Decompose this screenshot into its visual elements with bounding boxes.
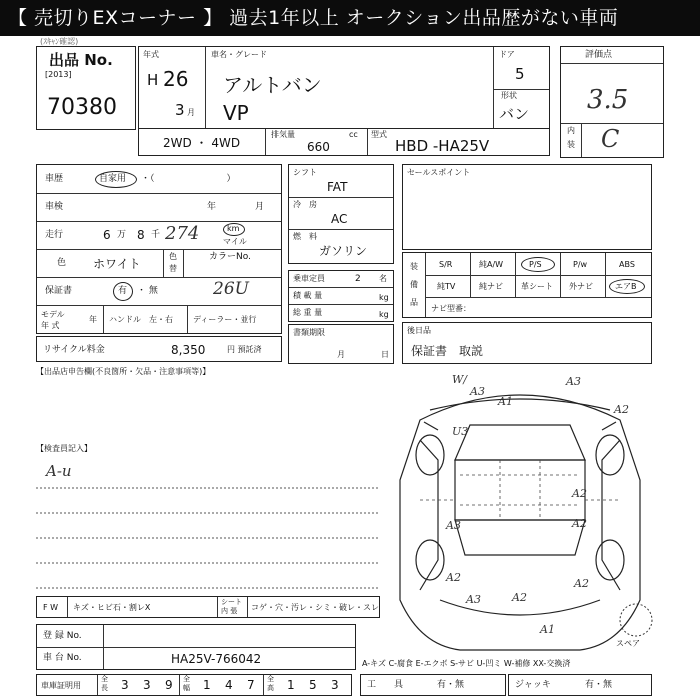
mileage-man: 6 bbox=[103, 228, 111, 242]
mileage-handwritten: 274 bbox=[165, 223, 200, 244]
displacement-cc: cc bbox=[349, 130, 358, 139]
length-label-1: 全 bbox=[101, 675, 108, 683]
recycle-unit: 円 預託済 bbox=[227, 345, 262, 354]
jack-value: 有・無 bbox=[585, 680, 613, 690]
garage-cert-box bbox=[36, 674, 352, 696]
repaint-label-2: 替 bbox=[169, 264, 177, 273]
model-year-unit: 年 bbox=[89, 315, 97, 324]
month-value: 3 bbox=[175, 101, 185, 119]
mark-right-rear-a2: A2 bbox=[572, 517, 587, 530]
inspector-label: 【検査員記入】 bbox=[36, 444, 92, 453]
mark-rear-a2: A2 bbox=[512, 591, 527, 604]
handle-position: ハンドル 左・右 bbox=[109, 315, 173, 324]
shape-label: 形状 bbox=[501, 91, 517, 100]
length-label-2: 長 bbox=[101, 684, 108, 692]
seat-items: コゲ・穴・汚レ・シミ・破レ・スレ bbox=[251, 603, 379, 612]
sales-point-label: セールスポイント bbox=[407, 168, 471, 177]
expiry-day: 日 bbox=[381, 350, 389, 359]
repaint-label-1: 色 bbox=[169, 252, 177, 261]
grade-score: 3.5 bbox=[587, 85, 629, 115]
ac-value: AC bbox=[331, 212, 348, 226]
mark-left-rear-a2: A2 bbox=[446, 571, 461, 584]
chassis-number: HA25V-766042 bbox=[171, 652, 262, 666]
length-digit-2: 3 bbox=[143, 678, 151, 692]
width-digit-3: 7 bbox=[247, 678, 255, 692]
mark-left-u3: U3 bbox=[452, 425, 469, 438]
displacement-label: 排気量 bbox=[271, 130, 295, 139]
ac-label: 冷 房 bbox=[293, 200, 317, 209]
equip-sr: S/R bbox=[439, 260, 453, 269]
width-digit-2: 4 bbox=[225, 678, 233, 692]
lot-label: 出品 No. bbox=[49, 51, 113, 69]
jack-label: ジャッキ bbox=[515, 680, 551, 690]
capacity-value: 2 bbox=[355, 274, 361, 284]
seat-label-1: シート bbox=[221, 598, 242, 606]
history-other: ・（ ） bbox=[141, 174, 236, 184]
mark-rear-bumper-a1: A1 bbox=[540, 623, 555, 636]
mark-front-w: W/ bbox=[452, 373, 468, 386]
later-items-value: 保証書 取説 bbox=[411, 344, 484, 358]
grade-label: 評価点 bbox=[585, 50, 613, 60]
mark-right-door-a2: A2 bbox=[572, 487, 587, 500]
recycle-label: リサイクル料金 bbox=[43, 345, 105, 355]
chassis-label: 車 台 No. bbox=[43, 653, 82, 663]
expiry-month: 月 bbox=[337, 350, 345, 359]
color-no-value: 26U bbox=[213, 279, 249, 299]
equip-label-1: 装 bbox=[410, 262, 418, 271]
mileage-label: 走行 bbox=[45, 230, 64, 240]
drive-type: 2WD ・ 4WD bbox=[163, 136, 241, 150]
mark-rear-left-a3: A3 bbox=[466, 593, 481, 606]
fw-items: キズ・ヒビ石・割レX bbox=[73, 603, 151, 612]
length-digit-1: 3 bbox=[121, 678, 129, 692]
warranty-yes: 有 bbox=[118, 286, 128, 296]
weight-label: 総 重 量 bbox=[293, 308, 323, 317]
equip-ext-nav: 外ナビ bbox=[569, 282, 593, 291]
damage-legend: A-キズ C-腐食 E-エクボ S-サビ U-凹ミ W-補修 XX-交換済 bbox=[362, 659, 571, 668]
mark-left-door-a3: A3 bbox=[446, 519, 461, 532]
capacity-unit: 名 bbox=[379, 274, 387, 283]
year-label: 年式 bbox=[143, 50, 159, 59]
top-note: (ｽｷｬﾝ確認) bbox=[40, 37, 79, 46]
height-label-2: 高 bbox=[267, 684, 274, 692]
inspection-month: 月 bbox=[255, 202, 265, 212]
shape-value: バン bbox=[499, 105, 530, 123]
mark-front-a3: A3 bbox=[470, 385, 485, 398]
doors-label: ドア bbox=[499, 50, 515, 59]
equip-pure-nav: 純ナビ bbox=[479, 282, 503, 291]
model-year-label-1: モデル bbox=[41, 310, 65, 319]
history-value: 自家用 bbox=[99, 174, 127, 184]
car-name: アルトバン bbox=[223, 73, 322, 97]
fuel-value: ガソリン bbox=[319, 244, 368, 258]
capacity-label: 乗車定員 bbox=[293, 274, 325, 283]
equip-leather: 革シート bbox=[521, 282, 553, 291]
registration-label: 登 録 No. bbox=[43, 631, 82, 641]
mileage-km: km bbox=[227, 224, 240, 233]
tools-label: 工 具 bbox=[367, 680, 404, 690]
tools-box bbox=[360, 674, 506, 696]
inspection-label: 車検 bbox=[45, 202, 64, 212]
height-digit-2: 5 bbox=[309, 678, 317, 692]
page-banner: 【 売切りEXコーナー 】 過去1年以上 オークション出品歴がない車両 bbox=[0, 0, 700, 36]
interior-label-1: 内 bbox=[567, 126, 575, 135]
color-no-label: カラーNo. bbox=[209, 252, 251, 262]
mark-right-a2: A2 bbox=[614, 403, 629, 416]
expiry-label: 書類期限 bbox=[293, 328, 325, 337]
warranty-no: ・ 無 bbox=[137, 286, 158, 296]
mark-front-right-a3: A3 bbox=[566, 375, 581, 388]
fw-box bbox=[36, 596, 380, 618]
color-value: ホワイト bbox=[93, 257, 141, 271]
width-label-1: 全 bbox=[183, 675, 190, 683]
year-era: H bbox=[147, 71, 159, 89]
mark-rear-right-a2: A2 bbox=[574, 577, 589, 590]
mark-bumper-a1: A1 bbox=[498, 395, 513, 408]
interior-label-2: 装 bbox=[567, 140, 575, 149]
lot-year-tag: [2013] bbox=[45, 70, 72, 79]
height-digit-3: 3 bbox=[331, 678, 339, 692]
displacement-value: 660 bbox=[307, 140, 330, 154]
equip-pw: P/w bbox=[573, 260, 588, 269]
length-digit-3: 9 bbox=[165, 678, 173, 692]
model-label: 型式 bbox=[371, 130, 387, 139]
jack-box bbox=[508, 674, 652, 696]
shift-value: FAT bbox=[327, 180, 348, 194]
history-label: 車歴 bbox=[45, 174, 64, 184]
equip-pure-tv: 純TV bbox=[437, 282, 456, 291]
lot-number: 70380 bbox=[47, 95, 117, 120]
fw-label: F W bbox=[43, 603, 59, 612]
load-kg: kg bbox=[379, 293, 389, 302]
model-year-label-2: 年 式 bbox=[41, 321, 60, 330]
width-label-2: 幅 bbox=[183, 684, 190, 692]
equip-abs: ABS bbox=[619, 260, 635, 269]
shift-label: シフト bbox=[293, 168, 317, 177]
name-label: 車名・グレード bbox=[211, 50, 267, 59]
mileage-sen: 8 bbox=[137, 228, 145, 242]
mileage-man-unit: 万 bbox=[117, 230, 127, 240]
weight-kg: kg bbox=[379, 310, 389, 319]
equip-airbag: エアB bbox=[615, 282, 637, 291]
tools-value: 有・無 bbox=[437, 680, 465, 690]
dealer-type: ディーラー・並行 bbox=[193, 315, 257, 324]
mileage-sen-unit: 千 bbox=[151, 230, 161, 240]
fuel-label: 燃 料 bbox=[293, 232, 317, 241]
height-label-1: 全 bbox=[267, 675, 274, 683]
recycle-amount: 8,350 bbox=[171, 343, 206, 357]
equip-ps: P/S bbox=[529, 260, 542, 269]
doors-value: 5 bbox=[515, 65, 525, 83]
car-grade: VP bbox=[223, 101, 249, 125]
garage-cert-label: 車庫証明用 bbox=[41, 681, 81, 690]
seat-label-2: 内 張 bbox=[221, 607, 238, 615]
model-value: HBD -HA25V bbox=[395, 137, 490, 155]
month-unit: 月 bbox=[187, 108, 195, 117]
nav-model-label: ナビ型番： bbox=[431, 304, 471, 313]
equip-pure-aw: 純A/W bbox=[479, 260, 504, 269]
spare-label: スペア bbox=[616, 639, 640, 648]
load-label: 積 載 量 bbox=[293, 291, 323, 300]
inspector-note: A-u bbox=[46, 462, 72, 480]
mileage-mile: マイル bbox=[223, 237, 247, 246]
warranty-label: 保証書 bbox=[45, 286, 73, 296]
color-label: 色 bbox=[57, 258, 67, 268]
registration-box bbox=[36, 624, 356, 670]
height-digit-1: 1 bbox=[287, 678, 295, 692]
equip-label-2: 備 bbox=[410, 280, 418, 289]
later-items-label: 後日品 bbox=[407, 326, 431, 335]
width-digit-1: 1 bbox=[203, 678, 211, 692]
inspection-year: 年 bbox=[207, 202, 217, 212]
equip-label-3: 品 bbox=[410, 298, 418, 307]
interior-score: C bbox=[601, 125, 620, 153]
seller-note-label: 【出品店申告欄(不良箇所・欠品・注意事項等)】 bbox=[36, 367, 211, 376]
year-value: 26 bbox=[163, 67, 189, 91]
